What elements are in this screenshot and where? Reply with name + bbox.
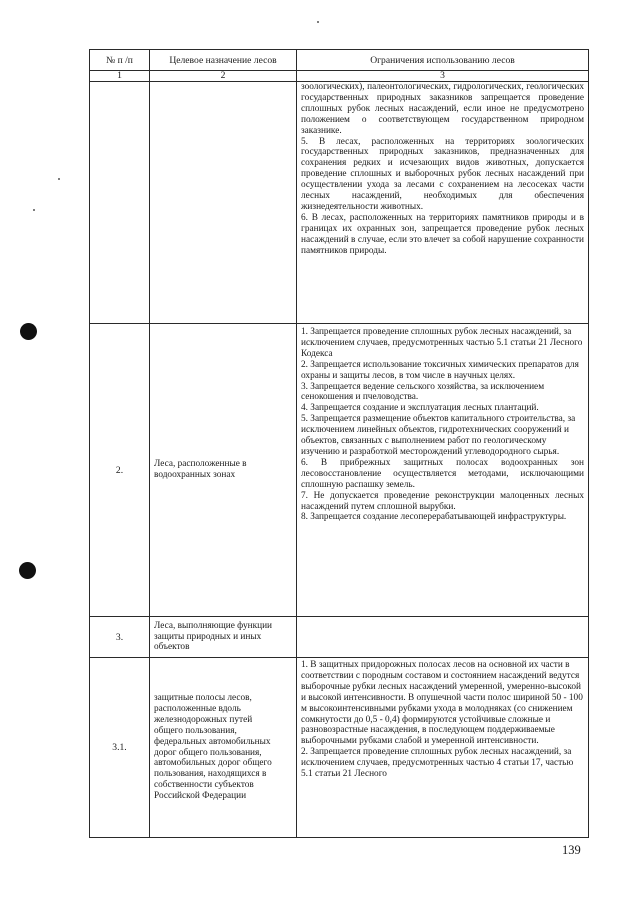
column-number: 3 [297,71,589,82]
restriction-paragraph: 2. Запрещается использование токсичных химических препаратов для охраны и защиты лесов, в том числе в научных целях. [301,359,579,381]
purpose-line: защиты природных и иных [154,631,262,642]
table-row [90,324,589,617]
purpose-line: автомобильных дорог общего [154,758,272,769]
restriction-paragraph: 8. Запрещается создание лесоперерабатывающей инфраструктуры. [301,512,567,523]
purpose-line: пользования, находящихся в [154,769,267,780]
forest-restrictions-table [89,49,589,838]
restriction-paragraph: 5. В лесах, расположенных на территориях зоологических государственных природных заказников, предназначенных для сохранения редких и исчезающих видов животных, допускается проведение сплошных и выборочных рубок лесных насаждений при осуществлении ухода за лесами с сохранением на лесосеках части лесных насаждений, необходимых для обеспечения жизнедеятельности животных. [301,136,584,212]
column-number-row [90,71,589,82]
column-number: 1 [90,71,150,82]
punch-hole [20,323,37,340]
row-purpose [150,617,297,658]
purpose-line: общего пользования, [154,725,237,736]
table-row [90,617,589,658]
row-purpose [150,658,297,838]
row-restrictions [297,617,589,658]
scan-speck [317,21,319,23]
restriction-paragraph: 6. В лесах, расположенных на территориях памятников природы и в границах их охранных зон, запрещается проведение рубок лесных насаждений в случае, если это влечет за собой нарушение сохранности памятников природы. [301,212,584,256]
row-number: 3.1. [90,658,150,838]
column-number: 2 [150,71,297,82]
header-number: № п /п [90,50,150,71]
row-restrictions [297,82,589,324]
header-purpose: Целевое назначение лесов [150,50,297,71]
header-restrictions: Ограничения использованию лесов [297,50,589,71]
punch-hole [19,562,36,579]
restriction-paragraph: 6. В прибрежных защитных полосах водоохранных зон лесовосстановление осуществляется методами, исключающими сплошную распашку земель. [301,457,584,490]
purpose-line: защитные полосы лесов, [154,692,252,703]
table-row [90,658,589,838]
row-number: 3. [90,617,150,658]
restriction-paragraph: 4. Запрещается создание и эксплуатация лесных плантаций. [301,403,539,414]
row-restrictions [297,324,589,617]
row-purpose [150,324,297,617]
table-row [90,82,589,324]
page-number: 139 [562,843,581,857]
table-header-row [90,50,589,71]
purpose-line: Российской Федерации [154,791,247,802]
restriction-paragraph: 5. Запрещается размещение объектов капитального строительства, за исключением линейных объектов, гидротехнических сооружений и объектов, связанных с выполнением работ по геологическому изучению и разработкой месторождений углеводородного сырья. [301,414,576,457]
purpose-line: Леса, выполняющие функции [154,620,273,631]
purpose-line: расположенные вдоль [154,703,241,714]
scan-speck [33,209,35,211]
purpose-line: федеральных автомобильных [154,736,271,747]
restriction-paragraph: 2. Запрещается проведение сплошных рубок лесных насаждений, за исключением случаев, предусмотренных частью 4 статьи 17, частью 5.1 статьи 21 Лесного [301,747,574,780]
restriction-paragraph: 1. Запрещается проведение сплошных рубок лесных насаждений, за исключением случаев, предусмотренных частью 5.1 статьи 21 Лесного Кодекса [301,327,583,359]
row-purpose [150,82,297,324]
restriction-paragraph: зоологических), палеонтологических, гидрологических, геологических государственных природных заказников запрещается проведение сплошных рубок лесных насаждений, если иное не предусмотрено положением о соответствующем государственном природном заказнике. [301,82,584,136]
purpose-line: собственности субъектов [154,780,254,791]
purpose-line: дорог общего пользования, [154,747,262,758]
row-number: 2. [90,324,150,617]
restriction-paragraph: 3. Запрещается ведение сельского хозяйства, за исключением сенокошения и пчеловодства. [301,381,545,403]
purpose-line: водоохранных зонах [154,470,236,480]
purpose-line: объектов [154,642,190,653]
purpose-line: Леса, расположенные в [154,459,247,470]
row-number [90,82,150,324]
purpose-line: железнодорожных путей [154,714,253,725]
scan-speck [58,178,60,180]
restriction-paragraph: 1. В защитных придорожных полосах лесов на основной их части в соответствии с породным составом и состоянием насаждений ведутся выборочные рубки лесных насаждений умеренной, умеренно-высокой и высокой интенсивности. В опушечной части полос шириной 50 - 100 м высокоинтенсивными рубками ухода в молодняках (со снижением сомкнутости до 0,5 - 0,4) формируются устойчивые сложные и разновозрастные насаждения, в последующем поддерживаемые выборочными рубками слабой и умеренной интенсивности. [301,660,583,747]
row-restrictions [297,658,589,838]
restriction-paragraph: 7. Не допускается проведение реконструкции малоценных лесных насаждений путем сплошной вырубки. [301,490,584,512]
